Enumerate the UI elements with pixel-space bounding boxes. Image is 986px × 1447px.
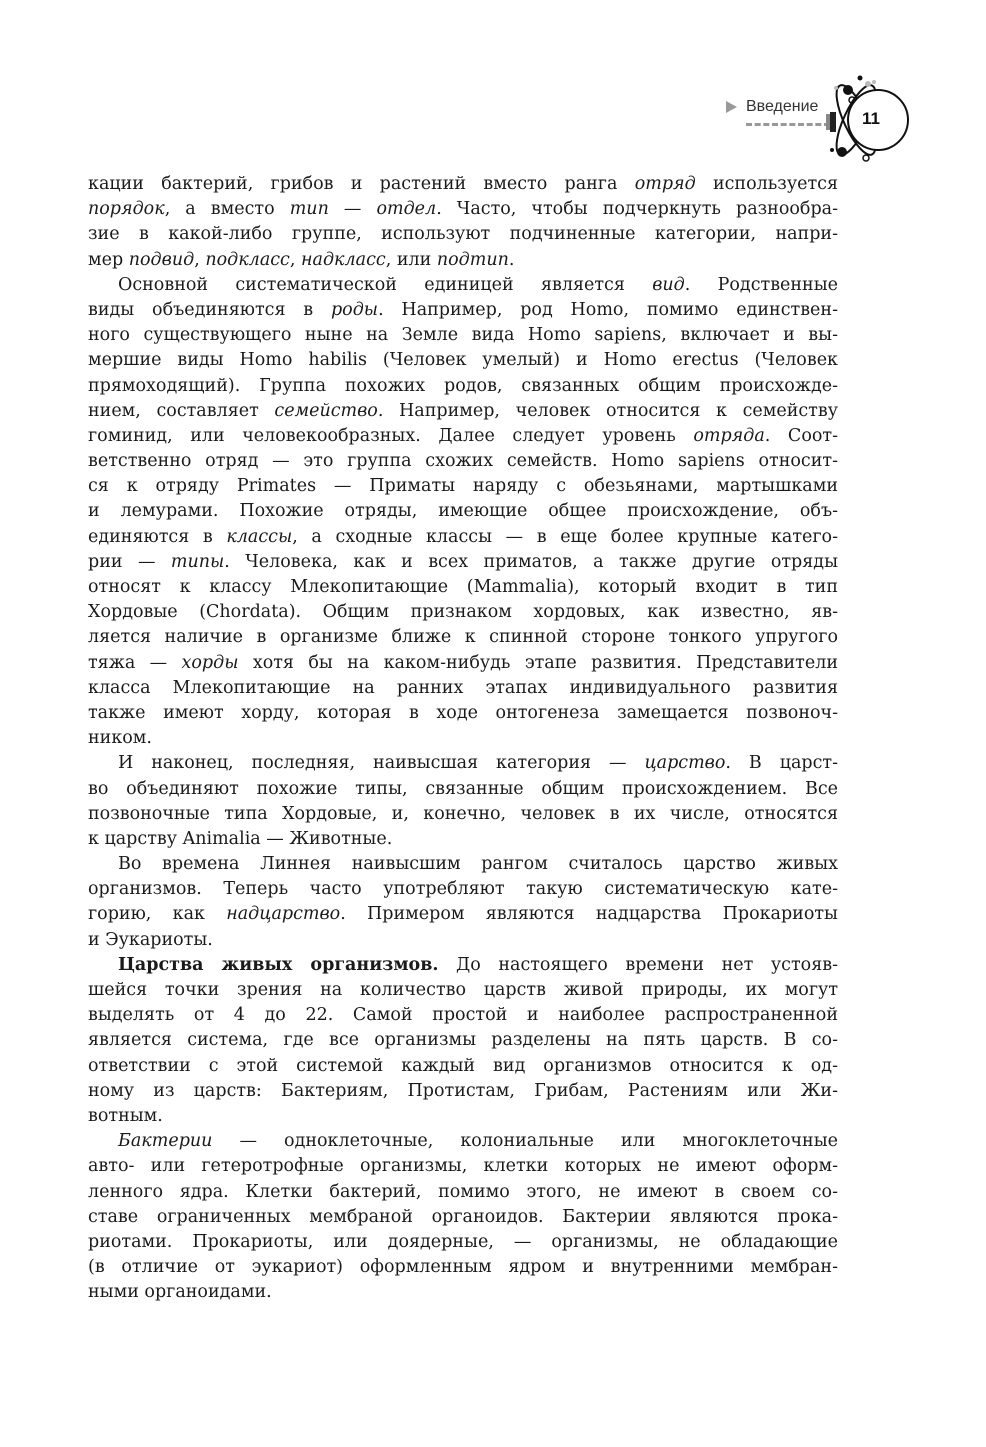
text-line	[88, 222, 838, 247]
text-span: горию, как	[88, 904, 227, 925]
text-line	[88, 323, 838, 348]
text-line	[88, 550, 838, 575]
text-line	[88, 877, 838, 902]
text-span: выделять от 4 до 22. Самой простой и наиболее распространенной	[88, 1005, 838, 1026]
text-line	[88, 726, 838, 751]
text-span: . Часто, чтобы подчеркнуть разнообра-	[436, 199, 838, 220]
text-line	[88, 374, 838, 399]
text-span: . Человека, как и всех приматов, а также другие отряды	[224, 551, 838, 572]
text-span: (в отличие от эукариот) оформленным ядром и внутренними мембран-	[88, 1257, 838, 1278]
text-line	[88, 1180, 838, 1205]
text-span: вотным.	[88, 1105, 163, 1126]
text-span: риотами. Прокариоты, или доядерные, — организмы, не обладающие	[88, 1231, 838, 1252]
text-line	[88, 751, 838, 776]
text-span: класса Млекопитающие на ранних этапах индивидуального развития	[88, 677, 838, 698]
text-line	[88, 902, 838, 927]
text-span: ставе ограниченных мембраной органоидов. Бактерии являются прока-	[88, 1206, 838, 1227]
text-span: . Родственные	[684, 274, 839, 295]
text-span: ляется наличие в организме ближе к спинной стороне тонкого упругого	[88, 627, 838, 648]
text-span: единяются в	[88, 526, 227, 547]
text-line	[88, 575, 838, 600]
italic-term: подкласс	[205, 249, 290, 270]
text-span: ,	[289, 249, 301, 270]
text-line	[88, 449, 838, 474]
text-span: прямоходящий). Группа похожих родов, связанных общим происхожде-	[88, 375, 838, 396]
text-line	[88, 1154, 838, 1179]
text-span: тяжа —	[88, 652, 182, 673]
text-span: нием, составляет	[88, 400, 275, 421]
dashed-divider	[746, 123, 830, 126]
text-span: и лемурами. Похожие отряды, имеющие общее происхождение, объ-	[88, 501, 838, 522]
text-line	[88, 1104, 838, 1129]
text-span: ответствии с этой системой каждый вид организмов относится к од-	[88, 1055, 838, 1076]
text-line	[88, 248, 838, 273]
text-span: мершие виды Homo habilis (Человек умелый) и Homo erectus (Человек	[88, 350, 838, 371]
text-span: ными органоидами.	[88, 1282, 272, 1303]
text-span: . Соот-	[764, 425, 838, 446]
text-span: Хордовые (Chordata). Общим признаком хордовых, как известно, яв-	[88, 602, 838, 623]
text-line	[88, 525, 838, 550]
text-line	[88, 399, 838, 424]
text-span: До настоящего времени нет устояв-	[438, 954, 838, 975]
italic-term: роды	[330, 299, 379, 320]
text-line	[88, 424, 838, 449]
italic-term: отряда	[693, 425, 765, 446]
text-span: и Эукариоты.	[88, 929, 213, 950]
text-span: зие в какой-либо группе, используют подчиненные категории, напри-	[88, 224, 838, 245]
italic-term: классы	[226, 526, 293, 547]
italic-term: подвид	[128, 249, 195, 270]
italic-term: хорды	[181, 652, 239, 673]
text-line	[88, 701, 838, 726]
text-line	[88, 1129, 838, 1154]
text-line	[88, 852, 838, 877]
text-line	[88, 1054, 838, 1079]
text-line	[88, 273, 838, 298]
text-line	[88, 348, 838, 373]
italic-term: отряд	[634, 174, 696, 194]
text-span: мер	[88, 249, 129, 270]
text-span: И наконец, последняя, наивысшая категория —	[118, 753, 645, 774]
text-line	[88, 499, 838, 524]
text-line	[88, 827, 838, 852]
text-span: .	[508, 249, 515, 270]
text-span: ленного ядра. Клетки бактерий, помимо этого, не имеют в своем со-	[88, 1181, 838, 1202]
text-line	[88, 802, 838, 827]
text-span: ному из царств: Бактериям, Протистам, Грибам, Растениям или Жи-	[88, 1080, 838, 1101]
text-span: виды объединяются в	[88, 299, 331, 320]
text-span: ,	[194, 249, 206, 270]
running-header	[722, 92, 922, 182]
text-span: ветственно отряд — это группа схожих семейств. Homo sapiens относит-	[88, 451, 838, 472]
text-span: ного существующего ныне на Земле вида Homo sapiens, включает и вы-	[88, 325, 838, 346]
text-line	[88, 1255, 838, 1280]
italic-term: надкласс	[301, 249, 386, 270]
italic-term: царство	[644, 753, 726, 774]
text-span: . Например, род Homo, помимо единствен-	[378, 299, 838, 320]
text-line	[88, 928, 838, 953]
text-span: . Примером являются надцарства Прокариоты	[340, 904, 838, 925]
italic-term: семейство.	[274, 400, 384, 421]
text-line	[88, 1028, 838, 1053]
text-line	[88, 1079, 838, 1104]
text-line	[88, 600, 838, 625]
text-span: , а вместо	[164, 199, 290, 220]
text-span: — одноклеточные, колониальные или многоклеточные	[212, 1131, 838, 1152]
text-span: организмов. Теперь часто употребляют такую систематическую кате-	[88, 879, 838, 900]
italic-term: подтип	[436, 249, 509, 270]
text-line	[88, 1205, 838, 1230]
text-line	[88, 953, 838, 978]
text-span: , а сходные классы — в еще более крупные катего-	[292, 526, 838, 547]
text-line	[88, 1003, 838, 1028]
text-line	[88, 298, 838, 323]
text-span: Во времена Линнея наивысшим рангом считалось царство живых	[118, 854, 838, 875]
text-span: также имеют хорду, которая в ходе онтогенеза замещается позвоноч-	[88, 702, 838, 723]
text-span: шейся точки зрения на количество царств живой природы, их могут	[88, 980, 838, 1000]
text-line	[88, 172, 838, 197]
text-span: Основной систематической единицей является	[118, 274, 653, 295]
text-line	[88, 676, 838, 701]
italic-term: Бактерии	[118, 1131, 213, 1152]
text-span: является система, где все организмы разделены на пять царств. В со-	[88, 1030, 838, 1051]
text-span: позвоночные типа Хордовые, и, конечно, человек в их числе, относятся	[88, 803, 838, 824]
text-line	[88, 651, 838, 676]
bold-heading: Царства живых организмов.	[118, 954, 439, 975]
page-number: 11	[862, 109, 880, 128]
italic-term: вид	[652, 274, 685, 295]
text-span: . В царст-	[725, 753, 838, 774]
text-span: рии —	[88, 551, 171, 572]
text-line	[88, 474, 838, 499]
text-span: авто- или гетеротрофные организмы, клетки которых не имеют оформ-	[88, 1156, 838, 1177]
italic-term: надцарство	[226, 904, 341, 925]
text-line	[88, 1280, 838, 1305]
text-line	[88, 978, 838, 1003]
text-span: ником.	[88, 728, 152, 749]
text-span: Например, человек относится к семейству	[383, 400, 838, 421]
text-line	[88, 777, 838, 802]
italic-term: типы	[170, 551, 225, 572]
text-span: используется	[695, 174, 838, 194]
text-line	[88, 197, 838, 222]
text-span: относят к классу Млекопитающие (Mammalia), который входит в тип	[88, 577, 838, 597]
text-span: гоминид, или человекообразных. Далее следует уровень	[88, 425, 694, 446]
text-line	[88, 1230, 838, 1255]
italic-term: тип — отдел	[289, 199, 437, 220]
text-span: кации бактерий, грибов и растений вместо ранга	[88, 174, 635, 194]
section-title: Введение	[746, 98, 819, 115]
text-line	[88, 625, 838, 650]
text-span: к царству Animalia — Животные.	[88, 828, 393, 849]
text-span: ся к отряду Primates — Приматы наряду с обезьянами, мартышками	[88, 476, 838, 497]
text-span: , или	[385, 249, 437, 270]
italic-term: порядок	[88, 199, 165, 220]
text-span: хотя бы на каком-нибудь этапе развития. Представители	[238, 652, 838, 673]
text-span: во объединяют похожие типы, связанные общим происхождением. Все	[88, 778, 838, 799]
arrow-icon	[726, 101, 737, 113]
body-text	[88, 172, 838, 1305]
